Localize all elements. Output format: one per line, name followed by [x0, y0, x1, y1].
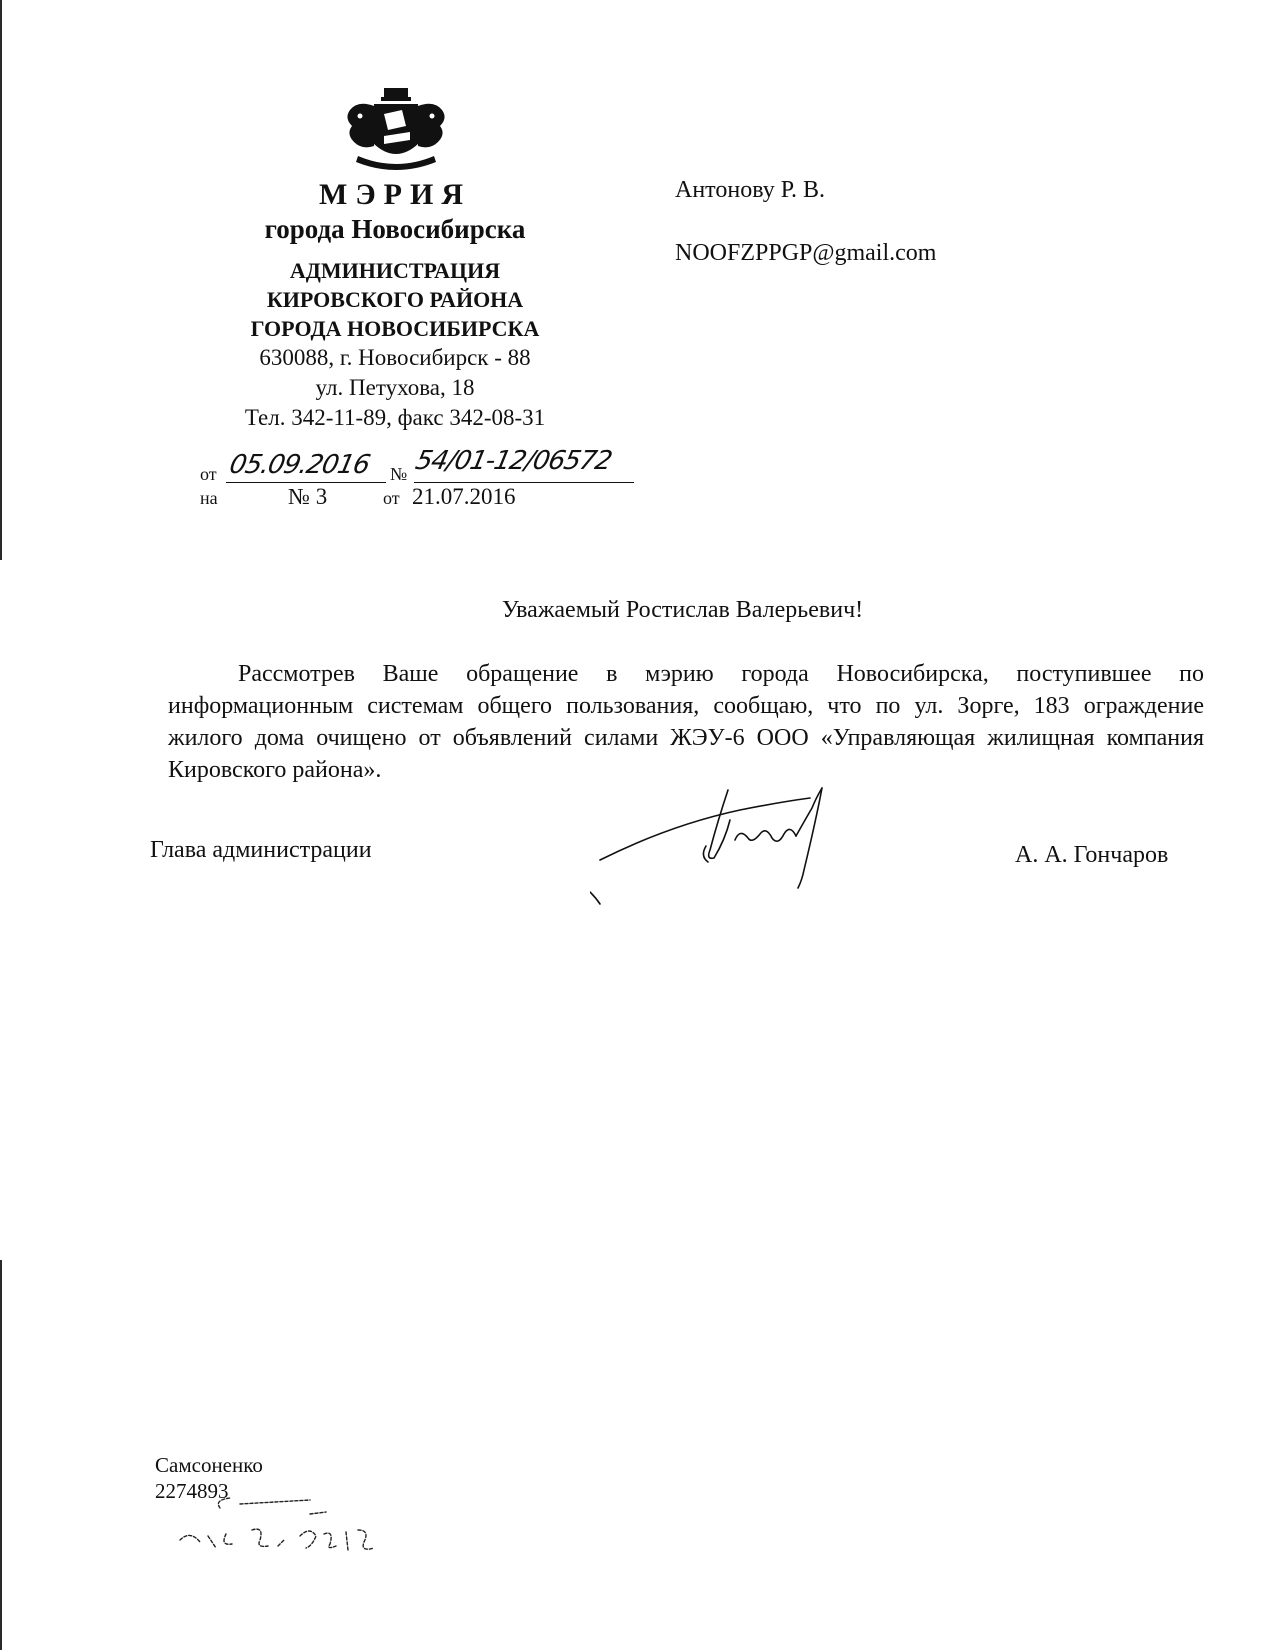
address-line-1: 630088, г. Новосибирск - 88 [259, 345, 531, 370]
coat-of-arms-icon [340, 86, 452, 176]
addressee-name: Антонову Р. В. [675, 177, 826, 203]
executor-name: Самсоненко [155, 1453, 263, 1477]
handwritten-date-mark [160, 1490, 420, 1565]
from-label: от [200, 464, 217, 484]
outgoing-number: 54/01-12/06572 [412, 446, 615, 476]
number-underline [414, 482, 634, 483]
org-city: города Новосибирска [264, 214, 526, 244]
dept-name-2: КИРОВСКОГО РАЙОНА [266, 287, 524, 312]
scan-edge-top [0, 0, 2, 560]
signatory-name: А. А. Гончаров [1015, 842, 1169, 868]
reply-date: 21.07.2016 [412, 484, 516, 509]
date-underline [226, 482, 386, 483]
letterhead [175, 178, 615, 433]
scan-edge-bottom [0, 1260, 2, 1650]
addressee-email: NOOFZPPGP@gmail.com [675, 240, 937, 266]
outgoing-date: 05.09.2016 [226, 450, 373, 480]
salutation: Уважаемый Ростислав Валерьевич! [501, 597, 864, 623]
org-name: МЭРИЯ [319, 178, 471, 211]
letter-paragraph: Рассмотрев Ваше обращение в мэрию города Новосибирска, поступившее по информационным системам общего пользования, сообщаю, что по ул. Зорге, 183 ограждение жилого дома очищено от объявлений силами ЖЭУ-6 ООО «Управляющая жилищная компания Кировского района». [168, 661, 1204, 783]
signatory-title: Глава администрации [150, 837, 372, 863]
handwritten-signature [590, 780, 890, 910]
number-label: № [390, 464, 408, 484]
reply-number: № 3 [288, 484, 328, 509]
executor-phone: 2274893 [155, 1479, 229, 1503]
dept-name-1: АДМИНИСТРАЦИЯ [289, 258, 501, 283]
reply-label: на [200, 488, 218, 508]
dept-name-3: ГОРОДА НОВОСИБИРСКА [250, 316, 540, 341]
reply-from-label: от [383, 488, 400, 508]
address-line-2: ул. Петухова, 18 [315, 375, 475, 400]
phone-fax-line: Тел. 342-11-89, факс 342-08-31 [244, 405, 546, 430]
